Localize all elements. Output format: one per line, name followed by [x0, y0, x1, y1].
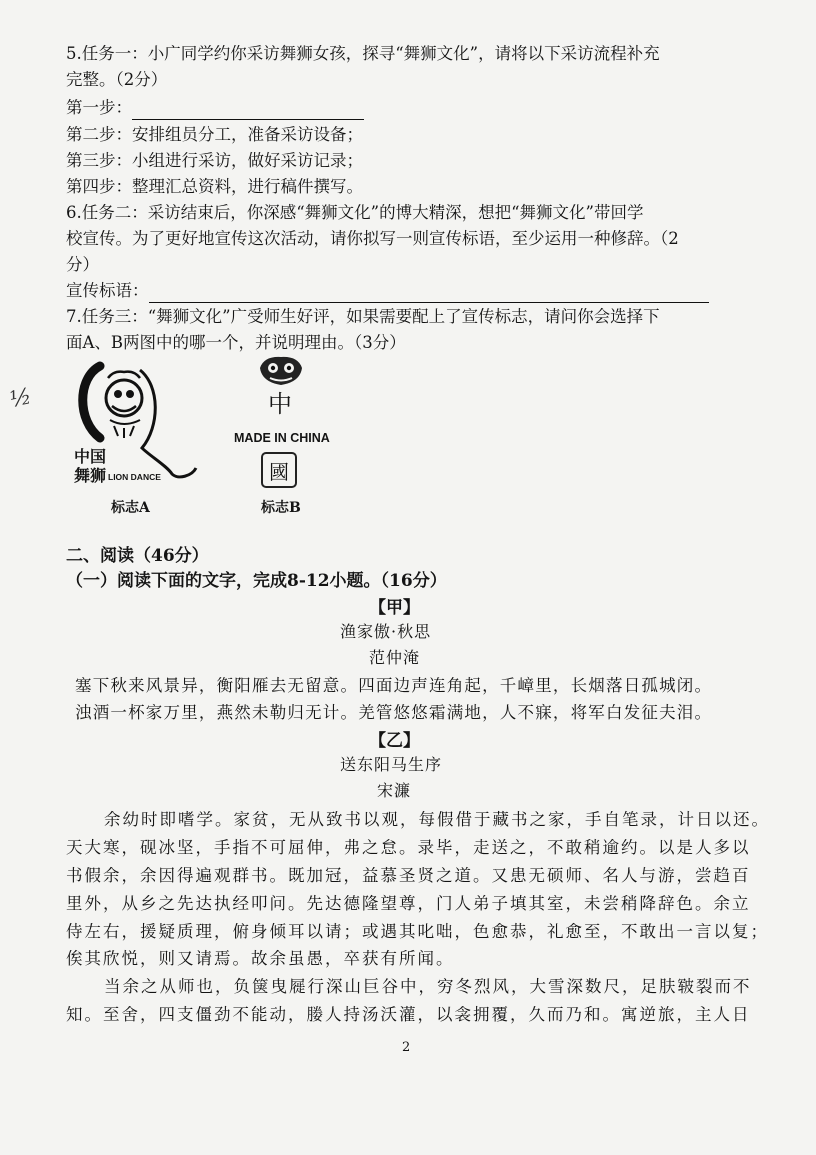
q6-answer-blank[interactable]	[149, 286, 709, 303]
q6-slogan	[66, 279, 709, 303]
jia-title: 渔家傲·秋思	[340, 622, 432, 641]
yi-label: 【乙】	[369, 731, 420, 751]
yi-line-6: 俟其欣悦，则又请焉。故余虽愚，卒获有所闻。	[66, 949, 455, 968]
jia-line-2: 浊酒一杯家万里，燕然未勒归无计。羌管悠悠霜满地，人不寐，将军白发征夫泪。	[75, 703, 713, 722]
q7-line2: 面A、B两图中的哪一个，并说明理由。（3分）	[66, 333, 406, 352]
lion-head-icon	[256, 354, 306, 388]
q5-step1-label: 第一步：	[66, 98, 132, 117]
jia-line-1: 塞下秋来风景异，衡阳雁去无留意。四面边声连角起，千嶂里，长烟落日孤城闭。	[75, 676, 713, 695]
q5-step1	[66, 96, 364, 120]
section-heading: 二、阅读（46分）	[66, 546, 209, 566]
logo-a-cn-2: 舞狮	[74, 466, 107, 485]
yi-line-8: 知。至舍，四支僵劲不能动，媵人持汤沃灌，以衾拥覆，久而乃和。寓逆旅，主人日	[66, 1005, 751, 1024]
logo-b-seal	[261, 452, 297, 488]
logo-a-en: LION DANCE	[108, 472, 161, 482]
logo-a-caption: 标志A	[111, 500, 150, 516]
yi-line-5: 侍左右，援疑质理，俯身倾耳以请；或遇其叱咄，色愈恭，礼愈至，不敢出一言以复；	[66, 922, 769, 941]
jia-label: 【甲】	[369, 598, 420, 618]
q6-line1: 6.任务二：采访结束后，你深感“舞狮文化”的博大精深，想把“舞狮文化”带回学	[66, 203, 644, 222]
yi-line-4: 里外，从乡之先达执经叩问。先达德隆望尊，门人弟子填其室，未尝稍降辞色。余立	[66, 894, 751, 913]
logo-b-seal-char: 國	[269, 459, 289, 484]
page-number: 2	[402, 1040, 411, 1055]
q6-slogan-label: 宣传标语：	[66, 281, 149, 300]
yi-author: 宋濂	[377, 781, 412, 800]
jia-author: 范仲淹	[369, 648, 421, 667]
q5-step3: 第三步：小组进行采访，做好采访记录；	[66, 151, 363, 170]
yi-line-7: 当余之从师也，负箧曳屣行深山巨谷中，穷冬烈风，大雪深数尺，足肤皲裂而不	[104, 977, 752, 996]
yi-line-2: 天大寒，砚冰坚，手指不可屈伸，弗之怠。录毕，走送之，不敢稍逾约。以是人多以	[66, 838, 751, 857]
q5-answer-blank[interactable]	[132, 103, 364, 120]
yi-line-1: 余幼时即嗜学。家贫，无从致书以观，每假借于藏书之家，手自笔录，计日以还。	[104, 810, 770, 829]
q5-step2: 第二步：安排组员分工，准备采访设备；	[66, 125, 363, 144]
section-subheading: （一）阅读下面的文字，完成8-12小题。（16分）	[66, 571, 447, 591]
margin-mark: ½	[7, 384, 34, 413]
q6-line2: 校宣传。为了更好地宣传这次活动，请你拟写一则宣传标语，至少运用一种修辞。（2	[66, 229, 679, 248]
q6-line3: 分）	[66, 255, 99, 274]
q7-line1: 7.任务三：“舞狮文化”广受师生好评，如果需要配上了宣传标志，请问你会选择下	[66, 307, 660, 326]
q5-step4: 第四步：整理汇总资料，进行稿件撰写。	[66, 177, 363, 196]
logo-b-caption: 标志B	[261, 500, 301, 516]
q5-line1: 5.任务一：小广同学约你采访舞狮女孩，探寻“舞狮文化”，请将以下采访流程补充	[66, 44, 660, 63]
logo-b-top-char: 中	[268, 390, 292, 418]
logo-b-lion-head	[256, 354, 306, 388]
yi-title: 送东阳马生序	[340, 755, 443, 774]
q5-line2: 完整。（2分）	[66, 70, 168, 89]
logo-b-en: MADE IN CHINA	[234, 431, 330, 445]
yi-line-3: 书假余，余因得遍观群书。既加冠，益慕圣贤之道。又患无硕师、名人与游，尝趋百	[66, 866, 751, 885]
logo-a-cn-1: 中国	[74, 447, 107, 466]
